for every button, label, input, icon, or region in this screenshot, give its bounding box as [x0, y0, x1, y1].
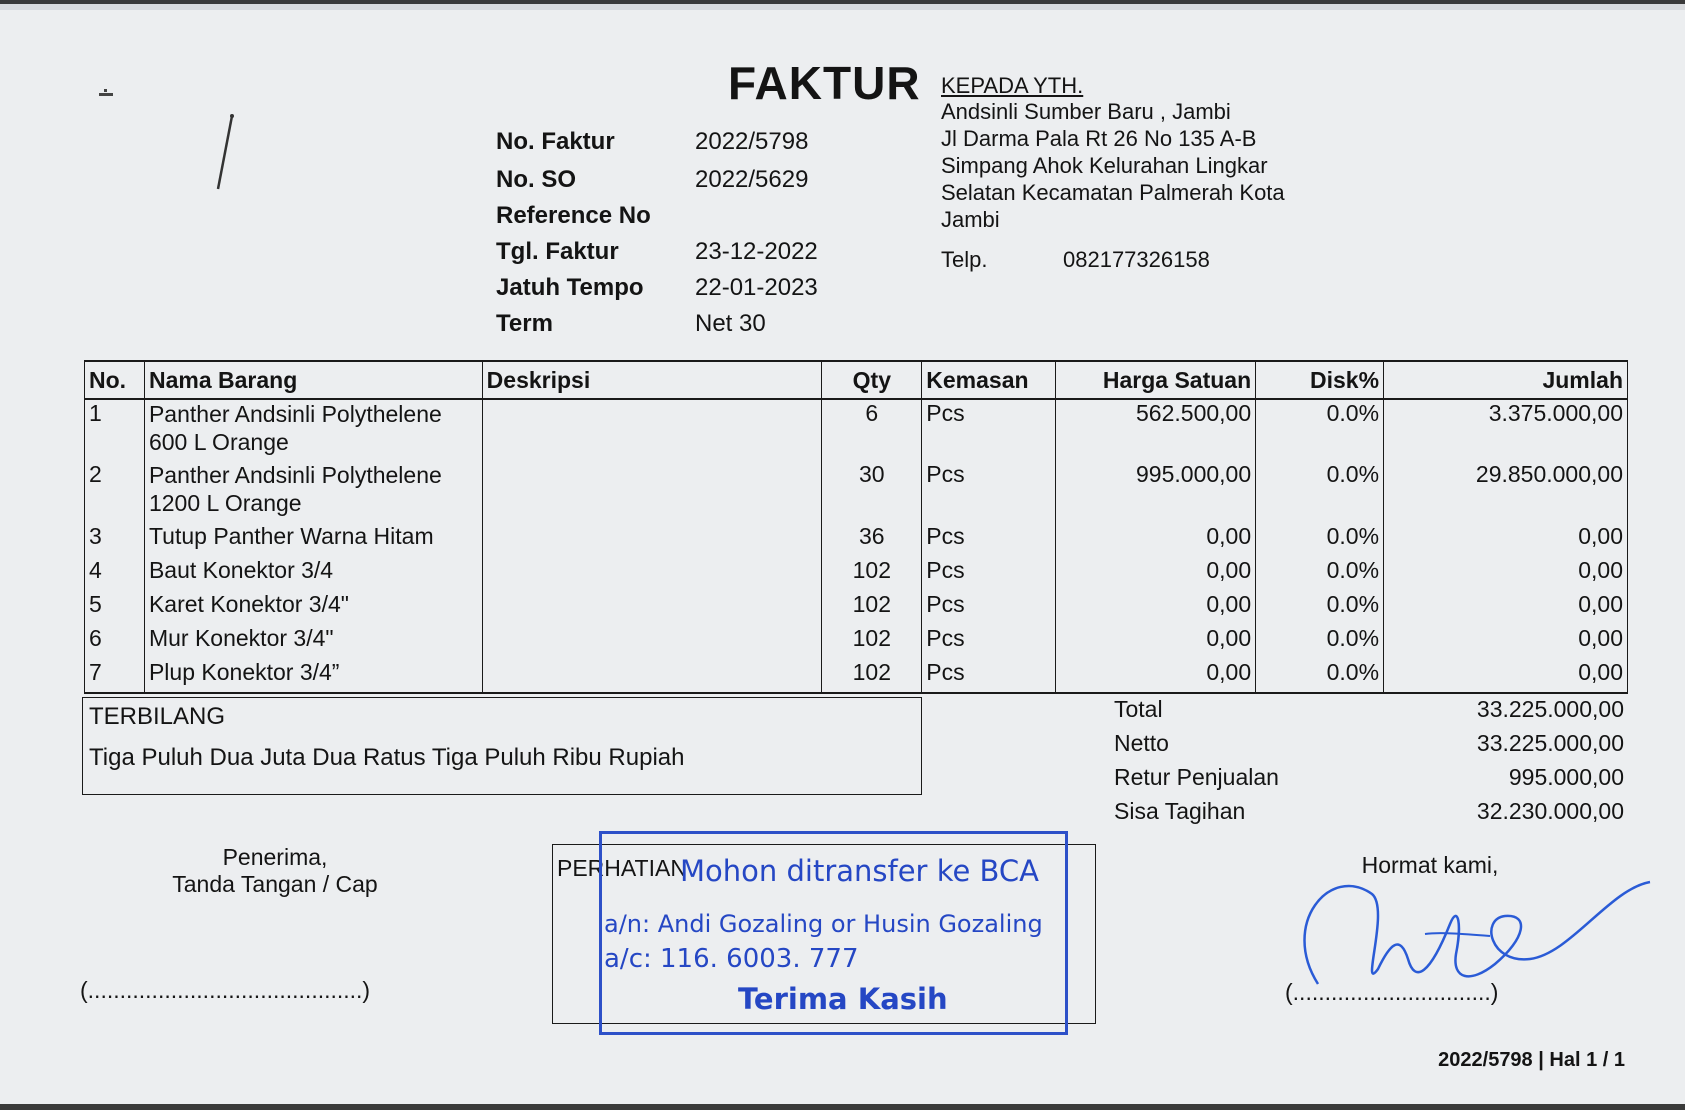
total-label: Netto: [1114, 730, 1169, 756]
cell-no: 4: [85, 557, 145, 591]
sender-signature-line: (...............................): [1285, 979, 1499, 1005]
total-label: Retur Penjualan: [1114, 764, 1279, 790]
table-row: [85, 523, 1628, 557]
field-label: Reference No: [496, 202, 651, 229]
signature: [1290, 864, 1670, 1014]
cell-no: 3: [85, 523, 145, 557]
cell-no: 1: [85, 399, 145, 461]
cell-desc: [482, 399, 822, 461]
cell-no: 2: [85, 461, 145, 523]
document-title: FAKTUR: [728, 57, 921, 109]
field-label: Term: [496, 310, 553, 337]
field-value: 2022/5629: [695, 166, 809, 193]
items-table: [84, 360, 1628, 694]
cell-qty: 102: [822, 625, 922, 659]
stamp-line: a/n: Andi Gozaling or Husin Gozaling: [604, 910, 1043, 938]
paper-edge: [0, 4, 1685, 10]
field-label: No. Faktur: [496, 128, 615, 155]
footer-page-info: 2022/5798 | Hal 1 / 1: [1438, 1049, 1625, 1071]
table-row: [85, 591, 1628, 625]
column-header: Qty: [822, 361, 922, 399]
cell-qty: 30: [822, 461, 922, 523]
cell-disc: 0.0%: [1256, 523, 1384, 557]
dot-mark: [98, 88, 118, 100]
recipient-line: Andsinli Sumber Baru , Jambi: [941, 99, 1231, 124]
cell-disc: 0.0%: [1256, 659, 1384, 693]
cell-name: Tutup Panther Warna Hitam: [144, 523, 482, 557]
field-value: Net 30: [695, 310, 766, 337]
column-header: Nama Barang: [144, 361, 482, 399]
cell-total: 0,00: [1384, 557, 1628, 591]
cell-unit: Pcs: [922, 557, 1056, 591]
receiver-signature-line: (...........................................): [80, 977, 371, 1003]
table-row: [85, 625, 1628, 659]
cell-total: 0,00: [1384, 625, 1628, 659]
cell-unit: Pcs: [922, 659, 1056, 693]
column-header: Kemasan: [922, 361, 1056, 399]
cell-name: Baut Konektor 3/4: [144, 557, 482, 591]
cell-no: 5: [85, 591, 145, 625]
invoice-paper: [0, 4, 1685, 1104]
field-label: Jatuh Tempo: [496, 274, 644, 301]
column-header: Disk%: [1256, 361, 1384, 399]
cell-total: 29.850.000,00: [1384, 461, 1628, 523]
cell-unit: Pcs: [922, 523, 1056, 557]
cell-price: 562.500,00: [1056, 399, 1256, 461]
cell-price: 0,00: [1056, 557, 1256, 591]
column-header: Jumlah: [1384, 361, 1628, 399]
cell-total: 3.375.000,00: [1384, 399, 1628, 461]
cell-desc: [482, 659, 822, 693]
recipient-line: Selatan Kecamatan Palmerah Kota: [941, 180, 1285, 205]
phone-label: Telp.: [941, 247, 988, 272]
recipient-line: Simpang Ahok Kelurahan Lingkar: [941, 153, 1268, 178]
cell-qty: 102: [822, 591, 922, 625]
stamp-line: Mohon ditransfer ke BCA: [680, 854, 1039, 888]
cell-qty: 36: [822, 523, 922, 557]
pen-mark: [200, 104, 240, 194]
bank-stamp: [599, 831, 1068, 1035]
field-label: No. SO: [496, 166, 577, 193]
total-label: Sisa Tagihan: [1114, 798, 1246, 824]
cell-qty: 102: [822, 557, 922, 591]
cell-total: 0,00: [1384, 659, 1628, 693]
cell-unit: Pcs: [922, 625, 1056, 659]
field-label: Tgl. Faktur: [496, 238, 619, 265]
cell-unit: Pcs: [922, 461, 1056, 523]
cell-disc: 0.0%: [1256, 625, 1384, 659]
total-value: 33.225.000,00: [1476, 696, 1624, 722]
cell-disc: 0.0%: [1256, 461, 1384, 523]
cell-price: 0,00: [1056, 523, 1256, 557]
table-header-row: [85, 361, 1628, 399]
table-row: [85, 659, 1628, 693]
table-row: [85, 557, 1628, 591]
cell-desc: [482, 625, 822, 659]
column-header: No.: [85, 361, 145, 399]
cell-unit: Pcs: [922, 591, 1056, 625]
receiver-line1: Penerima,: [222, 844, 328, 870]
stamp-line: Terima Kasih: [738, 982, 948, 1016]
phone-value: 082177326158: [1063, 247, 1210, 272]
stamp-line: a/c: 116. 6003. 777: [604, 944, 859, 974]
cell-price: 0,00: [1056, 625, 1256, 659]
table-row: [85, 461, 1628, 523]
cell-unit: Pcs: [922, 399, 1056, 461]
terbilang-box: [82, 697, 922, 795]
cell-no: 7: [85, 659, 145, 693]
total-label: Total: [1114, 696, 1163, 722]
cell-price: 0,00: [1056, 591, 1256, 625]
cell-disc: 0.0%: [1256, 557, 1384, 591]
cell-no: 6: [85, 625, 145, 659]
cell-qty: 102: [822, 659, 922, 693]
recipient-line: Jl Darma Pala Rt 26 No 135 A-B: [941, 126, 1257, 151]
cell-qty: 6: [822, 399, 922, 461]
total-value: 33.225.000,00: [1476, 730, 1624, 756]
column-header: Deskripsi: [482, 361, 822, 399]
field-value: 23-12-2022: [695, 238, 818, 265]
table-row: [85, 399, 1628, 461]
cell-desc: [482, 523, 822, 557]
receiver-line2: Tanda Tangan / Cap: [172, 871, 378, 897]
cell-name: Panther Andsinli Polythelene 600 L Orange: [144, 399, 482, 461]
cell-name: Plup Konektor 3/4”: [144, 659, 482, 693]
terbilang-label: TERBILANG: [89, 703, 226, 730]
notice-label: PERHATIAN: [557, 855, 687, 881]
cell-name: Mur Konektor 3/4": [144, 625, 482, 659]
cell-desc: [482, 461, 822, 523]
cell-price: 995.000,00: [1056, 461, 1256, 523]
cell-desc: [482, 557, 822, 591]
total-value: 32.230.000,00: [1476, 798, 1624, 824]
terbilang-text: Tiga Puluh Dua Juta Dua Ratus Tiga Puluh Ribu Rupiah: [89, 744, 685, 771]
sender-label: Hormat kami,: [1361, 852, 1499, 878]
recipient-line: Jambi: [941, 207, 1000, 232]
cell-name: Karet Konektor 3/4": [144, 591, 482, 625]
field-value: 2022/5798: [695, 128, 809, 155]
cell-total: 0,00: [1384, 591, 1628, 625]
cell-total: 0,00: [1384, 523, 1628, 557]
field-value: 22-01-2023: [695, 274, 818, 301]
column-header: Harga Satuan: [1056, 361, 1256, 399]
cell-price: 0,00: [1056, 659, 1256, 693]
cell-disc: 0.0%: [1256, 591, 1384, 625]
recipient-heading: KEPADA YTH.: [941, 73, 1084, 98]
cell-name: Panther Andsinli Polythelene 1200 L Orange: [144, 461, 482, 523]
total-value: 995.000,00: [1508, 764, 1624, 790]
cell-disc: 0.0%: [1256, 399, 1384, 461]
cell-desc: [482, 591, 822, 625]
